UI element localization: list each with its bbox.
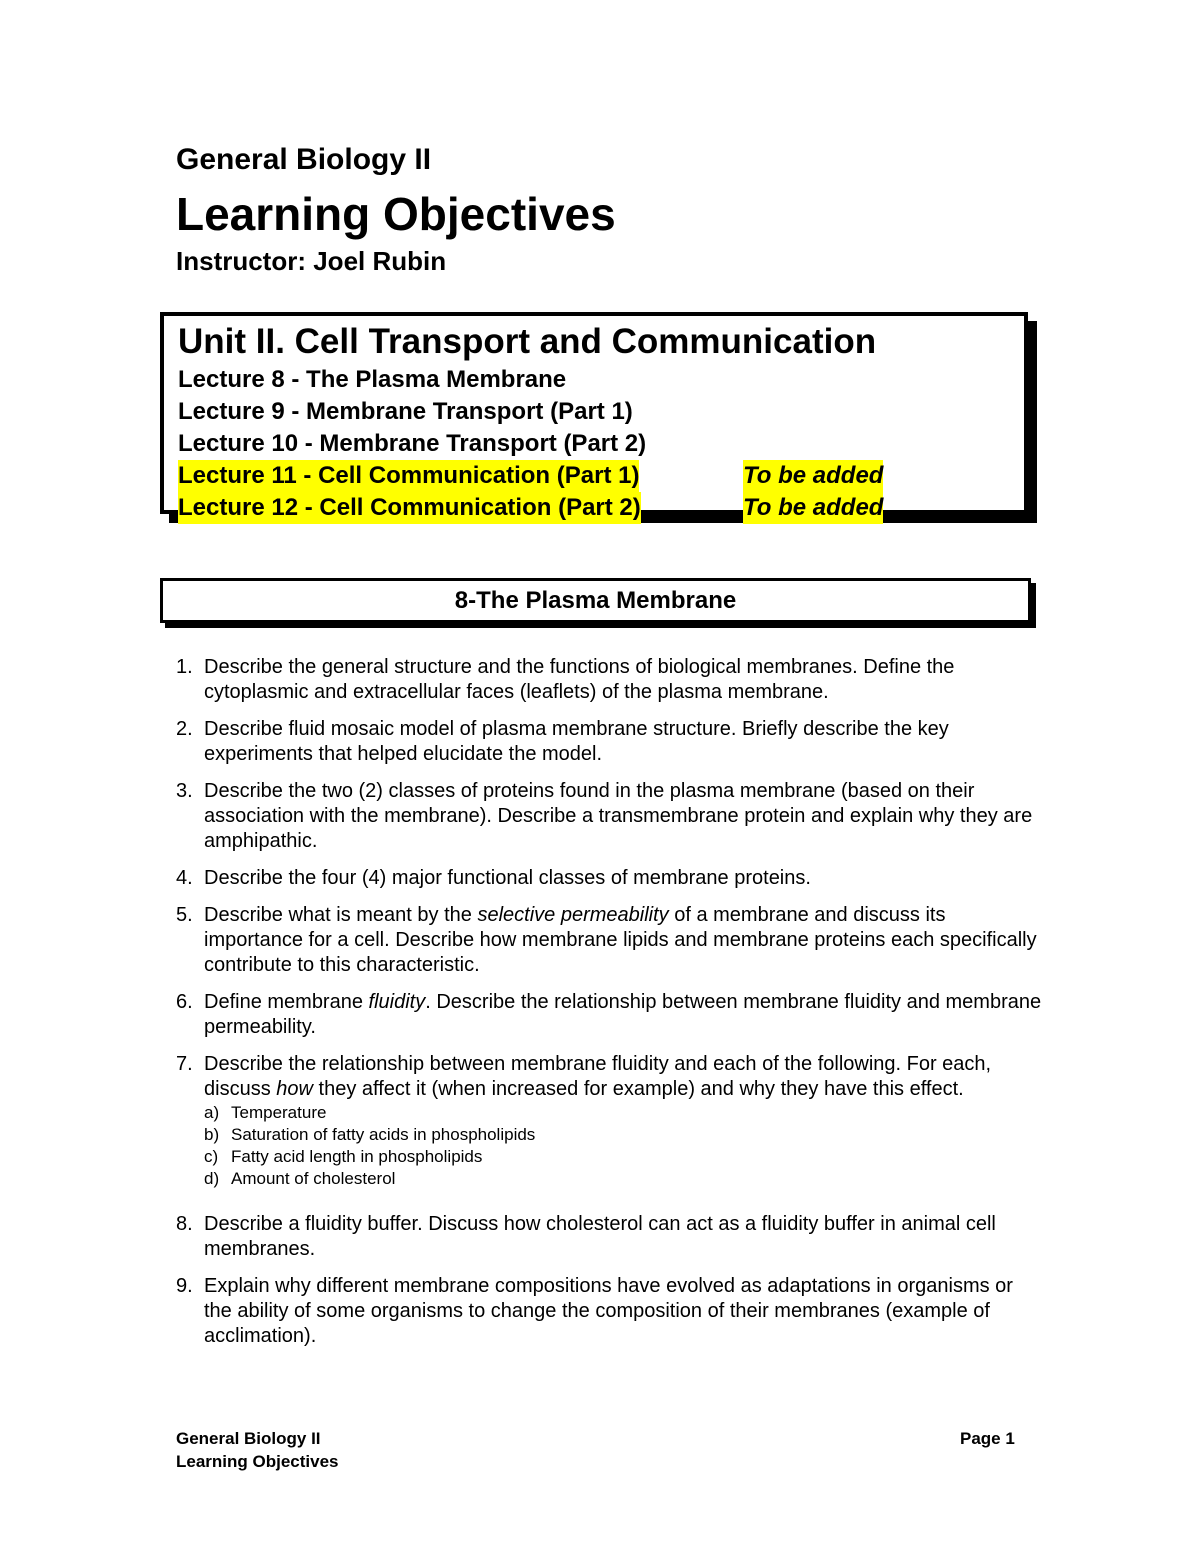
objective-number: 1. xyxy=(176,656,193,678)
lecture-list xyxy=(178,364,884,524)
footer-title xyxy=(176,1427,339,1473)
lecture-status: To be added xyxy=(743,460,883,492)
objective-text-pre: Describe what is meant by the xyxy=(204,904,478,926)
objective-number: 4. xyxy=(176,867,193,889)
objective-text: Describe the general structure and the functions of biological membranes. Define the cytoplasmic and extracellular faces (leaflets) of the plasma membrane. xyxy=(204,656,955,703)
sub-list xyxy=(204,1102,1046,1190)
sub-item-letter: b) xyxy=(204,1125,220,1144)
objective-text-post: of a membrane and discuss its importance for a cell. Describe how membrane lipids and membrane proteins each specifically contribute to this characteristic. xyxy=(204,904,1037,976)
footer-line-1: General Biology II xyxy=(176,1429,321,1448)
lecture-label: Lecture 11 - Cell Communication (Part 1) xyxy=(178,460,639,492)
objectives-list xyxy=(176,655,1046,1361)
lecture-item xyxy=(178,364,646,396)
lecture-label: Lecture 10 - Membrane Transport (Part 2) xyxy=(178,430,647,457)
objective-item xyxy=(176,1274,1046,1349)
objective-item xyxy=(176,779,1046,854)
objective-text-pre: Define membrane xyxy=(204,991,369,1013)
sub-item-text: Fatty acid length in phospholipids xyxy=(231,1147,483,1166)
lecture-item xyxy=(178,460,884,492)
sub-item-text: Temperature xyxy=(231,1103,327,1122)
instructor-line: Instructor: Joel Rubin xyxy=(176,246,447,276)
sub-item xyxy=(204,1168,1046,1190)
objective-text: Describe the two (2) classes of proteins found in the plasma membrane (based on their association with the membrane). Describe a transmembrane protein and explain why they are amphipathic. xyxy=(204,780,1033,852)
objective-text-post: they affect it (when increased for example) and why they have this effect. xyxy=(312,1078,964,1100)
sub-item xyxy=(204,1102,1046,1124)
lecture-item xyxy=(178,396,646,428)
objective-item xyxy=(176,903,1046,978)
objective-emphasis: fluidity xyxy=(368,991,426,1013)
unit-title: Unit II. Cell Transport and Communication xyxy=(178,322,877,361)
objective-number: 9. xyxy=(176,1275,193,1297)
objective-item xyxy=(176,866,1046,891)
objective-item xyxy=(176,717,1046,767)
unit-box xyxy=(160,312,1028,521)
objective-item xyxy=(176,655,1046,705)
course-title: General Biology II xyxy=(176,143,432,176)
objective-text: Describe a fluidity buffer. Discuss how cholesterol can act as a fluidity buffer in animal cell membranes. xyxy=(204,1213,996,1260)
lecture-item xyxy=(178,428,646,460)
objective-text: Describe fluid mosaic model of plasma membrane structure. Briefly describe the key experiments that helped elucidate the model. xyxy=(204,718,949,765)
sub-item xyxy=(204,1124,1046,1146)
objective-emphasis: selective permeability xyxy=(477,904,669,926)
objective-item xyxy=(176,1212,1046,1262)
objective-number: 6. xyxy=(176,991,193,1013)
document-title: Learning Objectives xyxy=(176,188,616,240)
objective-text-pre: Describe the relationship between membrane fluidity and each of the following. For each, discuss xyxy=(204,1053,992,1100)
sub-item-text: Saturation of fatty acids in phospholipids xyxy=(231,1125,536,1144)
footer-line-2: Learning Objectives xyxy=(176,1452,339,1471)
objective-text: Describe the four (4) major functional classes of membrane proteins. xyxy=(204,867,811,889)
objective-number: 2. xyxy=(176,718,193,740)
objective-item xyxy=(176,1052,1046,1190)
objective-text: Explain why different membrane compositions have evolved as adaptations in organisms or the ability of some organisms to change the composition of their membranes (example of acclimation). xyxy=(204,1275,1013,1347)
sub-item xyxy=(204,1146,1046,1168)
lecture-item xyxy=(178,492,884,524)
objective-emphasis: how xyxy=(276,1078,313,1100)
lecture-label: Lecture 12 - Cell Communication (Part 2) xyxy=(178,492,641,524)
page-number: Page 1 xyxy=(960,1429,1015,1448)
sub-item-letter: a) xyxy=(204,1103,220,1122)
lecture-status: To be added xyxy=(743,492,883,524)
sub-item-letter: c) xyxy=(204,1147,219,1166)
objective-text xyxy=(204,904,1037,976)
section-heading: 8-The Plasma Membrane xyxy=(160,578,1031,623)
objective-number: 5. xyxy=(176,904,193,926)
objective-number: 8. xyxy=(176,1213,193,1235)
objective-item xyxy=(176,990,1046,1040)
objective-number: 3. xyxy=(176,780,193,802)
objective-text-post: . Describe the relationship between membrane fluidity and membrane permeability. xyxy=(204,991,1042,1038)
objective-text xyxy=(204,991,1041,1038)
lecture-label: Lecture 9 - Membrane Transport (Part 1) xyxy=(178,398,633,425)
sub-item-letter: d) xyxy=(204,1169,220,1188)
sub-item-text: Amount of cholesterol xyxy=(231,1169,396,1188)
lecture-label: Lecture 8 - The Plasma Membrane xyxy=(178,366,567,393)
objective-number: 7. xyxy=(176,1053,193,1075)
objective-text xyxy=(204,1053,991,1100)
